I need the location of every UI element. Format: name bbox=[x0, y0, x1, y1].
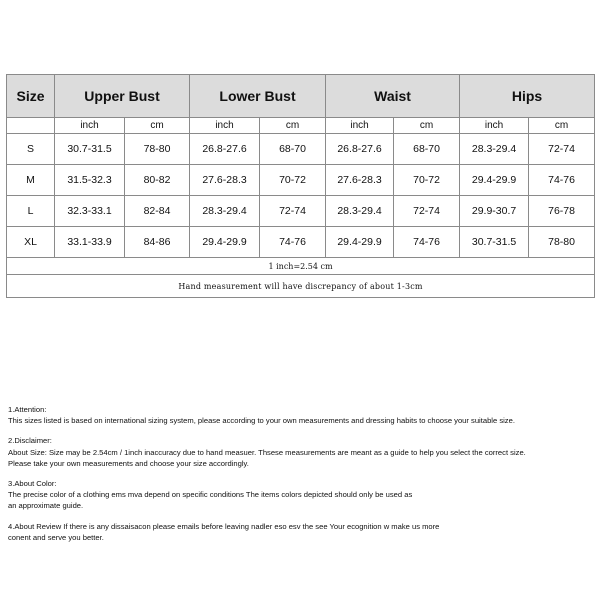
table-row bbox=[7, 196, 595, 227]
measurement-row bbox=[7, 275, 595, 298]
table-cell: 27.6-28.3 bbox=[326, 165, 394, 196]
size-chart-table bbox=[6, 74, 595, 298]
color-title: 3.About Color: bbox=[8, 479, 57, 489]
size-cell: S bbox=[7, 134, 55, 165]
unit-label: cm bbox=[394, 118, 460, 134]
conversion-row bbox=[7, 258, 595, 275]
header-hips: Hips bbox=[460, 75, 595, 118]
table-cell: 28.3-29.4 bbox=[190, 196, 260, 227]
notes-section bbox=[8, 404, 598, 543]
disclaimer-title: 2.Disclaimer: bbox=[8, 436, 52, 446]
table-cell: 78-80 bbox=[529, 227, 595, 258]
table-cell: 68-70 bbox=[260, 134, 326, 165]
table-cell: 26.8-27.6 bbox=[190, 134, 260, 165]
attention-title: 1.Attention: bbox=[8, 405, 47, 414]
table-cell: 78-80 bbox=[125, 134, 190, 165]
table-cell: 29.9-30.7 bbox=[460, 196, 529, 227]
header-lower-bust: Lower Bust bbox=[190, 75, 326, 118]
unit-label: inch bbox=[190, 118, 260, 134]
color-text: The precise color of a clothing ems mva depend on specific conditions The items colors depicted should only be used as bbox=[8, 490, 413, 500]
header-waist: Waist bbox=[326, 75, 460, 118]
table-cell: 74-76 bbox=[260, 227, 326, 258]
table-cell: 29.4-29.9 bbox=[460, 165, 529, 196]
unit-blank bbox=[7, 118, 55, 134]
table-cell: 74-76 bbox=[529, 165, 595, 196]
table-row bbox=[7, 134, 595, 165]
table-cell: 80-82 bbox=[125, 165, 190, 196]
color-text: an approximate guide. bbox=[8, 501, 84, 511]
unit-label: cm bbox=[529, 118, 595, 134]
table-cell: 68-70 bbox=[394, 134, 460, 165]
unit-label: inch bbox=[460, 118, 529, 134]
review-text: 4.About Review If there is any dissaisacon please emails before leaving nadler eso esv the see Your ecognition w make us more bbox=[8, 521, 440, 531]
table-cell: 72-74 bbox=[394, 196, 460, 227]
measurement-note: Hand measurement will have discrepancy of about 1-3cm bbox=[7, 275, 595, 298]
size-cell: M bbox=[7, 165, 55, 196]
table-cell: 30.7-31.5 bbox=[55, 134, 125, 165]
disclaimer-text: About Size: Size may be 2.54cm / 1inch inaccuracy due to hand measuer. Thsese measurements are meant as a guide to help you select the correct size. bbox=[8, 447, 526, 457]
table-cell: 70-72 bbox=[394, 165, 460, 196]
table-cell: 76-78 bbox=[529, 196, 595, 227]
conversion-note: 1 inch=2.54 cm bbox=[7, 258, 595, 275]
table-cell: 29.4-29.9 bbox=[190, 227, 260, 258]
table-cell: 72-74 bbox=[260, 196, 326, 227]
disclaimer-text: Please take your own measurements and choose your size accordingly. bbox=[8, 458, 249, 468]
table-cell: 72-74 bbox=[529, 134, 595, 165]
unit-label: inch bbox=[55, 118, 125, 134]
table-cell: 31.5-32.3 bbox=[55, 165, 125, 196]
table-row bbox=[7, 227, 595, 258]
review-text: conent and serve you better. bbox=[8, 532, 104, 542]
table-cell: 33.1-33.9 bbox=[55, 227, 125, 258]
header-row bbox=[7, 75, 595, 118]
table-cell: 28.3-29.4 bbox=[460, 134, 529, 165]
table-cell: 70-72 bbox=[260, 165, 326, 196]
table-cell: 26.8-27.6 bbox=[326, 134, 394, 165]
table-cell: 27.6-28.3 bbox=[190, 165, 260, 196]
table-cell: 28.3-29.4 bbox=[326, 196, 394, 227]
attention-text: This sizes listed is based on international sizing system, please according to your own measurements and dressing habits to choose your suitable size. bbox=[8, 416, 515, 426]
header-size: Size bbox=[7, 75, 55, 118]
table-cell: 29.4-29.9 bbox=[326, 227, 394, 258]
size-cell: L bbox=[7, 196, 55, 227]
unit-label: inch bbox=[326, 118, 394, 134]
table-row bbox=[7, 165, 595, 196]
unit-row bbox=[7, 118, 595, 134]
table-cell: 84-86 bbox=[125, 227, 190, 258]
header-upper-bust: Upper Bust bbox=[55, 75, 190, 118]
unit-label: cm bbox=[260, 118, 326, 134]
table-cell: 82-84 bbox=[125, 196, 190, 227]
table-cell: 74-76 bbox=[394, 227, 460, 258]
table-cell: 32.3-33.1 bbox=[55, 196, 125, 227]
size-cell: XL bbox=[7, 227, 55, 258]
unit-label: cm bbox=[125, 118, 190, 134]
table-cell: 30.7-31.5 bbox=[460, 227, 529, 258]
